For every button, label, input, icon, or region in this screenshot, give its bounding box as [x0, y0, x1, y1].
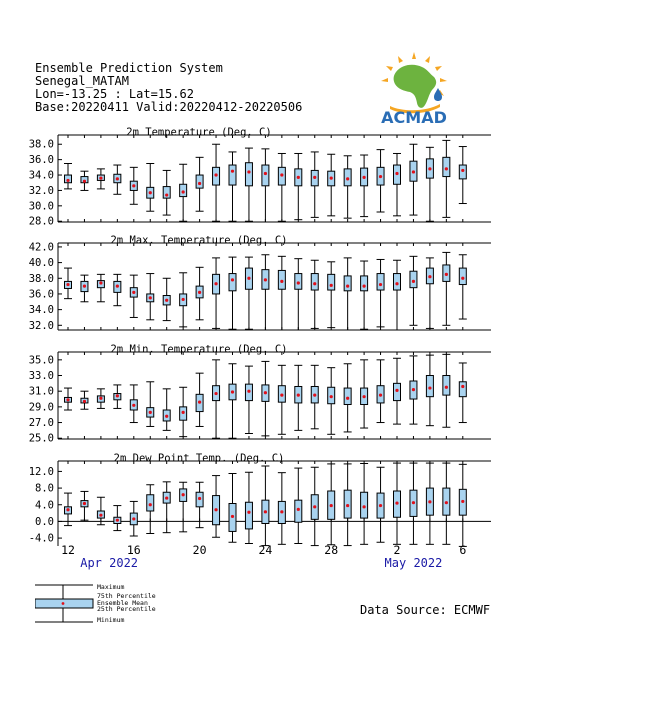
ensemble-mean-point — [66, 398, 69, 401]
legend-75th-percentile: 75th Percentile — [97, 592, 156, 600]
ensemble-mean-point — [395, 389, 398, 392]
percentile-box — [361, 276, 368, 291]
y-tick-label: 31.0 — [28, 385, 54, 398]
percentile-box — [311, 274, 318, 290]
ensemble-mean-point — [379, 394, 382, 397]
ensemble-mean-point — [165, 415, 168, 418]
ensemble-mean-point — [297, 281, 300, 284]
ensemble-mean-point — [182, 411, 185, 414]
ensemble-mean-point — [395, 282, 398, 285]
percentile-box — [147, 495, 154, 511]
ensemble-mean-point — [231, 515, 234, 518]
ensemble-mean-point — [182, 493, 185, 496]
ensemble-mean-point — [428, 386, 431, 389]
ensemble-mean-point — [428, 275, 431, 278]
ensemble-mean-point — [66, 508, 69, 511]
ensemble-mean-point — [132, 184, 135, 187]
ensemble-mean-point — [330, 504, 333, 507]
ensemble-mean-point — [280, 173, 283, 176]
y-tick-label: 8.0 — [35, 482, 54, 495]
y-tick-label: 12.0 — [28, 465, 54, 478]
ensemble-mean-point — [149, 191, 152, 194]
ensemble-mean-point — [363, 395, 366, 398]
ensemble-mean-point — [182, 190, 185, 193]
percentile-box — [394, 274, 401, 290]
percentile-box — [245, 163, 252, 186]
ensemble-mean-point — [461, 169, 464, 172]
ensemble-mean-point — [132, 404, 135, 407]
ensemble-mean-point — [116, 519, 119, 522]
ensemble-mean-point — [346, 285, 349, 288]
percentile-box — [229, 165, 236, 185]
ensemble-mean-point — [247, 277, 250, 280]
ensemble-mean-point — [165, 299, 168, 302]
ensemble-mean-point — [363, 505, 366, 508]
ensemble-mean-point — [182, 298, 185, 301]
y-tick-label: 0.0 — [35, 515, 54, 528]
ensemble-mean-point — [214, 508, 217, 511]
chart-title-coordinates: Lon=-13.25 : Lat=15.62 — [35, 87, 194, 101]
ensemble-mean-point — [428, 500, 431, 503]
ensemble-mean-point — [313, 394, 316, 397]
ensemble-mean-point — [297, 394, 300, 397]
legend-minimum: Minimum — [97, 616, 125, 624]
y-tick-label: 33.0 — [28, 370, 54, 383]
ensemble-mean-point — [198, 182, 201, 185]
ensemble-mean-point — [379, 175, 382, 178]
percentile-box — [361, 492, 368, 518]
ensemble-mean-point — [198, 401, 201, 404]
ensemble-mean-point — [198, 497, 201, 500]
panel-title: 2m Max. Temperature (Deg. C) — [110, 234, 288, 247]
ensemble-mean-point — [66, 283, 69, 286]
percentile-box — [344, 388, 351, 404]
ensemble-mean-point — [214, 173, 217, 176]
ensemble-mean-point — [83, 285, 86, 288]
percentile-box — [459, 268, 466, 284]
percentile-box — [196, 175, 203, 188]
acmad-logo — [372, 50, 456, 126]
x-tick-label: 12 — [61, 543, 75, 557]
ensemble-mean-point — [66, 179, 69, 182]
y-tick-label: 36.0 — [28, 154, 54, 167]
ensemble-mean-point — [116, 394, 119, 397]
ensemble-mean-point — [346, 504, 349, 507]
ensemble-mean-point — [264, 278, 267, 281]
x-tick-label: 6 — [459, 543, 467, 557]
ensemble-mean-point — [461, 500, 464, 503]
chart-title-system: Ensemble Prediction System — [35, 61, 223, 75]
y-tick-label: 25.0 — [28, 432, 54, 445]
chart-title-dates: Base:20220411 Valid:20220412-20220506 — [35, 100, 303, 114]
percentile-box — [229, 274, 236, 291]
chart-title-location: Senegal_MATAM — [35, 74, 129, 88]
legend-maximum: Maximum — [97, 583, 125, 591]
percentile-box — [377, 274, 384, 290]
percentile-box — [295, 500, 302, 522]
ensemble-mean-point — [83, 180, 86, 183]
ensemble-mean-point — [149, 296, 152, 299]
ensemble-mean-point — [264, 510, 267, 513]
y-tick-label: 38.0 — [28, 138, 54, 151]
percentile-box — [426, 376, 433, 397]
y-tick-label: 32.0 — [28, 184, 54, 197]
x-tick-label: 24 — [258, 543, 273, 557]
y-tick-label: 28.0 — [28, 215, 54, 228]
ensemble-mean-point — [231, 170, 234, 173]
ensemble-mean-point — [116, 177, 119, 180]
ensemble-mean-point — [99, 514, 102, 517]
ensemble-mean-point — [412, 170, 415, 173]
y-tick-label: 29.0 — [28, 401, 54, 414]
ensemble-mean-point — [149, 411, 152, 414]
percentile-box — [443, 157, 450, 176]
ensemble-mean-point — [280, 510, 283, 513]
y-tick-label: 38.0 — [28, 272, 54, 285]
percentile-box — [410, 271, 417, 287]
ensemble-mean-point — [379, 283, 382, 286]
ensemble-mean-point — [412, 280, 415, 283]
ensemble-mean-point — [264, 172, 267, 175]
ensemble-mean-point — [83, 502, 86, 505]
ensemble-mean-point — [165, 496, 168, 499]
ensemble-mean-point — [412, 388, 415, 391]
x-tick-label: 16 — [126, 543, 141, 557]
ensemble-mean-point — [445, 501, 448, 504]
ensemble-mean-point — [231, 278, 234, 281]
ensemble-mean-point — [280, 280, 283, 283]
ensemble-mean-point — [264, 391, 267, 394]
y-tick-label: 40.0 — [28, 257, 54, 270]
ensemble-mean-point — [247, 170, 250, 173]
month-label: Apr 2022 — [80, 556, 139, 570]
y-tick-label: 34.0 — [28, 304, 54, 317]
ensemble-mean-point — [280, 394, 283, 397]
ensemble-mean-point — [297, 176, 300, 179]
ensemble-mean-point — [149, 503, 152, 506]
percentile-box — [262, 165, 269, 186]
panel-title: 2m Min. Temperature (Deg. C) — [110, 343, 288, 356]
ensemble-mean-point — [83, 400, 86, 403]
ensemble-mean-point — [297, 508, 300, 511]
ensemble-mean-point — [379, 504, 382, 507]
ensemble-mean-point — [165, 193, 168, 196]
ensemble-mean-point — [330, 177, 333, 180]
ensemble-mean-point — [412, 501, 415, 504]
ensemble-mean-point — [247, 511, 250, 514]
percentile-box — [245, 502, 252, 529]
ensemble-mean-point — [132, 517, 135, 520]
ensemble-mean-point — [330, 284, 333, 287]
ensemble-mean-point — [445, 386, 448, 389]
y-tick-label: 4.0 — [35, 499, 54, 512]
ensemble-mean-point — [461, 385, 464, 388]
ensemble-mean-point — [132, 291, 135, 294]
percentile-box — [459, 382, 466, 397]
x-tick-label: 20 — [192, 543, 207, 557]
ensemble-mean-point — [395, 172, 398, 175]
ensemble-mean-point — [363, 285, 366, 288]
ensemble-mean-point — [346, 177, 349, 180]
ensemble-mean-point — [313, 176, 316, 179]
x-tick-label: 2 — [393, 543, 401, 557]
y-tick-label: 42.0 — [28, 241, 54, 254]
acmad-logo-text: ACMAD — [381, 108, 447, 126]
y-tick-label: 35.0 — [28, 354, 54, 367]
y-tick-label: 36.0 — [28, 288, 54, 301]
ensemble-mean-point — [461, 277, 464, 280]
legend-25th-percentile: 25th Percentile — [97, 605, 156, 613]
ensemble-mean-point — [99, 281, 102, 284]
ensemble-mean-point — [116, 285, 119, 288]
ensemble-mean-point — [313, 282, 316, 285]
ensemble-mean-point — [313, 505, 316, 508]
ensemble-mean-point — [99, 397, 102, 400]
y-tick-label: 32.0 — [28, 319, 54, 332]
x-tick-label: 28 — [324, 543, 339, 557]
ensemble-mean-point — [247, 390, 250, 393]
ensemble-mean-point — [231, 390, 234, 393]
percentile-box — [328, 274, 335, 290]
percentile-box — [443, 376, 450, 396]
ensemble-mean-point — [214, 282, 217, 285]
africa-map-icon — [394, 65, 437, 108]
percentile-box — [344, 276, 351, 291]
ensemble-mean-point — [214, 392, 217, 395]
ensemble-mean-point — [363, 176, 366, 179]
ensemble-mean-point — [395, 501, 398, 504]
ensemble-mean-point — [445, 167, 448, 170]
ensemble-mean-point — [198, 291, 201, 294]
y-tick-label: -4.0 — [28, 532, 54, 545]
ensemble-mean-point — [428, 167, 431, 170]
data-source: Data Source: ECMWF — [360, 603, 491, 617]
ensemble-mean-point — [346, 397, 349, 400]
y-tick-label: 27.0 — [28, 417, 54, 430]
water-drop-icon — [434, 88, 442, 101]
ensemble-mean-point — [330, 395, 333, 398]
y-tick-label: 34.0 — [28, 169, 54, 182]
panel-title: 2m Temperature (Deg. C) — [126, 126, 272, 139]
ensemble-mean-point — [445, 273, 448, 276]
ensemble-mean-point — [99, 177, 102, 180]
panel-title: 2m Dew Point Temp. (Deg. C) — [113, 452, 285, 465]
y-tick-label: 30.0 — [28, 200, 54, 213]
month-label: May 2022 — [384, 556, 443, 570]
legend-ensemble-mean: Ensemble Mean — [97, 598, 148, 607]
